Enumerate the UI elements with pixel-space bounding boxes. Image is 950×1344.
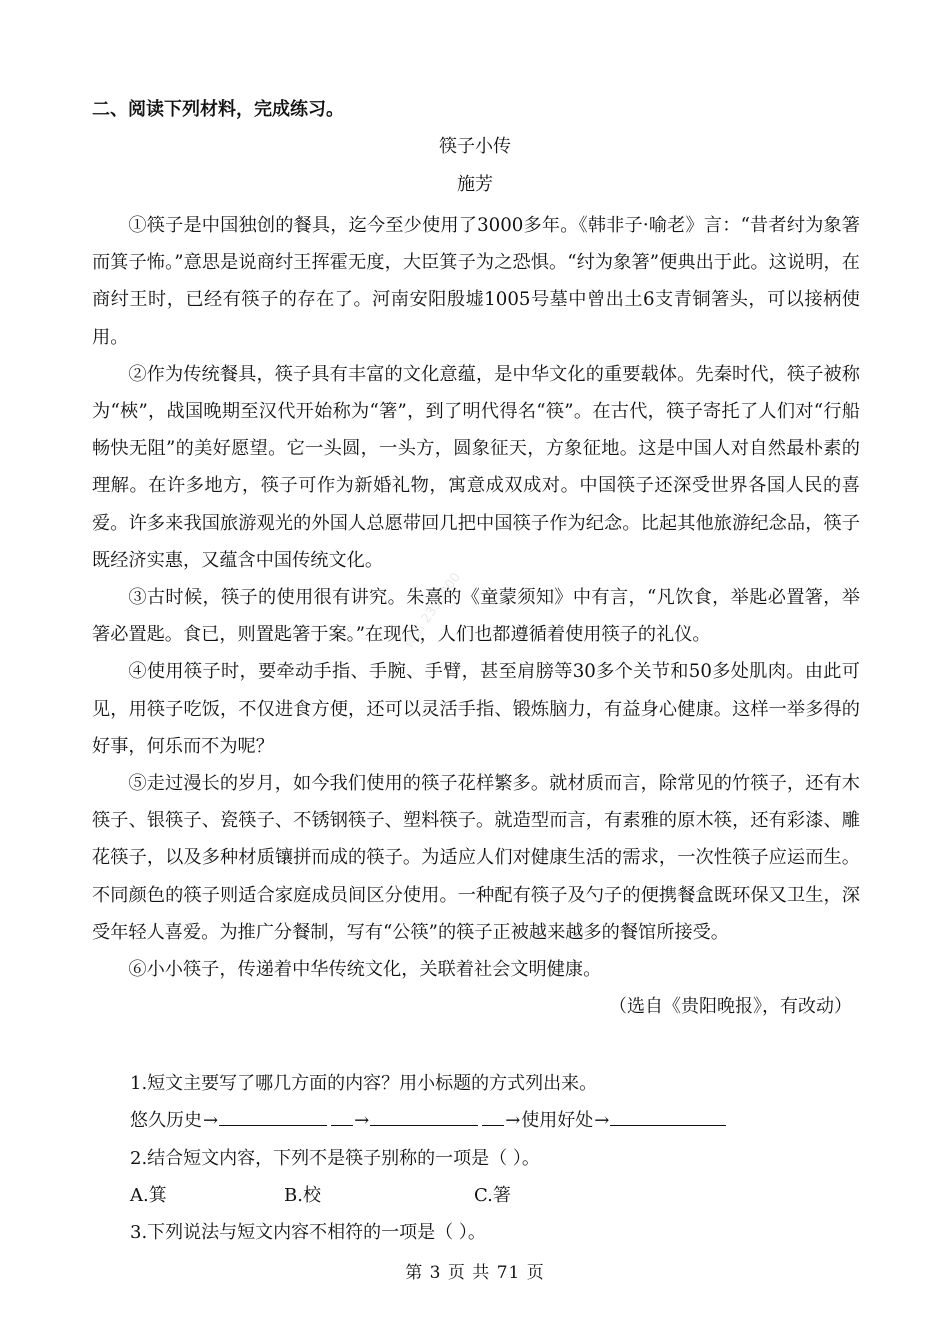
question-1-fill-row xyxy=(130,1102,870,1139)
section-heading: 二、阅读下列材料，完成练习。 xyxy=(92,99,344,120)
option-a[interactable]: A.箕 xyxy=(130,1184,167,1206)
question-2-options xyxy=(130,1177,870,1214)
answer-blank-2[interactable] xyxy=(370,1107,478,1126)
arrow-icon: → xyxy=(203,1110,219,1132)
option-c[interactable]: C.箸 xyxy=(474,1184,511,1206)
article-body xyxy=(92,207,860,1025)
arrow-icon: → xyxy=(505,1110,521,1132)
watermark: 微信 2335000 xyxy=(401,570,465,651)
article-title: 筷子小传 xyxy=(439,136,511,157)
paragraph-3: ③古时候，筷子的使用很有讲究。朱熹的《童蒙须知》中有言，“凡饮食，举匙必置箸，举箸必置匙。食已，则置匙箸于案。”在现代，人们也都遵循着使用筷子的礼仪。 xyxy=(92,587,860,646)
fill-start-label: 悠久历史 xyxy=(130,1110,202,1132)
option-b[interactable]: B.校 xyxy=(284,1184,321,1206)
answer-blank-3[interactable] xyxy=(610,1107,726,1126)
answer-blank-1-tail xyxy=(331,1107,353,1126)
paragraph-1: ①筷子是中国独创的餐具，迄今至少使用了3000多年。《韩非子·喻老》言：“昔者纣为象箸而箕子怖。”意思是说商纣王挥霍无度，大臣箕子为之恐惧。“纣为象箸”便典出于此。这说明，在商纣王时，已经有筷子的存在了。河南安阳殷墟1005号墓中曾出土6支青铜箸头，可以接柄使用。 xyxy=(92,215,860,348)
fill-middle-label: 使用好处 xyxy=(521,1110,594,1132)
paragraph-6: ⑥小小筷子，传递着中华传统文化，关联着社会文明健康。 xyxy=(128,959,602,981)
answer-blank-2-tail xyxy=(482,1107,504,1126)
question-1: 1.短文主要写了哪几方面的内容？用小标题的方式列出来。 xyxy=(130,1073,598,1094)
question-2: 2.结合短文内容，下列不是筷子别称的一项是（ ）。 xyxy=(130,1147,540,1169)
arrow-icon: → xyxy=(354,1110,370,1132)
article-author: 施芳 xyxy=(457,174,493,195)
paragraph-5: ⑤走过漫长的岁月，如今我们使用的筷子花样繁多。就材质而言，除常见的竹筷子，还有木筷子、银筷子、瓷筷子、不锈钢筷子、塑料筷子。就造型而言，有素雅的原木筷，还有彩漆、雕花筷子，以及多种材质镶拼而成的筷子。为适应人们对健康生活的需求，一次性筷子应运而生。不同颜色的筷子则适合家庭成员间区分使用。一种配有筷子及勺子的便携餐盒既环保又卫生，深受年轻人喜爱。为推广分餐制，写有“公筷”的筷子正被越来越多的餐馆所接受。 xyxy=(92,773,860,943)
paragraph-2: ②作为传统餐具，筷子具有丰富的文化意蕴，是中华文化的重要载体。先秦时代，筷子被称为“梜”，战国晚期至汉代开始称为“箸”，到了明代得名“筷”。在古代，筷子寄托了人们对“行船畅快无阻”的美好愿望。它一头圆，一头方，圆象征天，方象征地。这是中国人对自然最朴素的理解。在许多地方，筷子可作为新婚礼物，寓意成双成对。中国筷子还深受世界各国人民的喜爱。许多来我国旅游观光的外国人总愿带回几把中国筷子作为纪念。比起其他旅游纪念品，筷子既经济实惠，又蕴含中国传统文化。 xyxy=(92,363,860,571)
answer-blank-1[interactable] xyxy=(219,1107,327,1126)
question-3: 3.下列说法与短文内容不相符的一项是（ ）。 xyxy=(130,1222,486,1244)
arrow-icon: → xyxy=(594,1110,610,1132)
paragraph-4: ④使用筷子时，要牵动手指、手腕、手臂，甚至肩膀等30多个关节和50多处肌肉。由此可见，用筷子吃饭，不仅进食方便，还可以灵活手指、锻炼脑力，有益身心健康。这样一举多得的好事，何乐而不为呢？ xyxy=(92,661,860,757)
questions-section xyxy=(130,1065,870,1251)
page-footer: 第 3 页 共 71 页 xyxy=(405,1263,545,1283)
article-source: （选自《贵阳晚报》，有改动） xyxy=(609,996,852,1018)
